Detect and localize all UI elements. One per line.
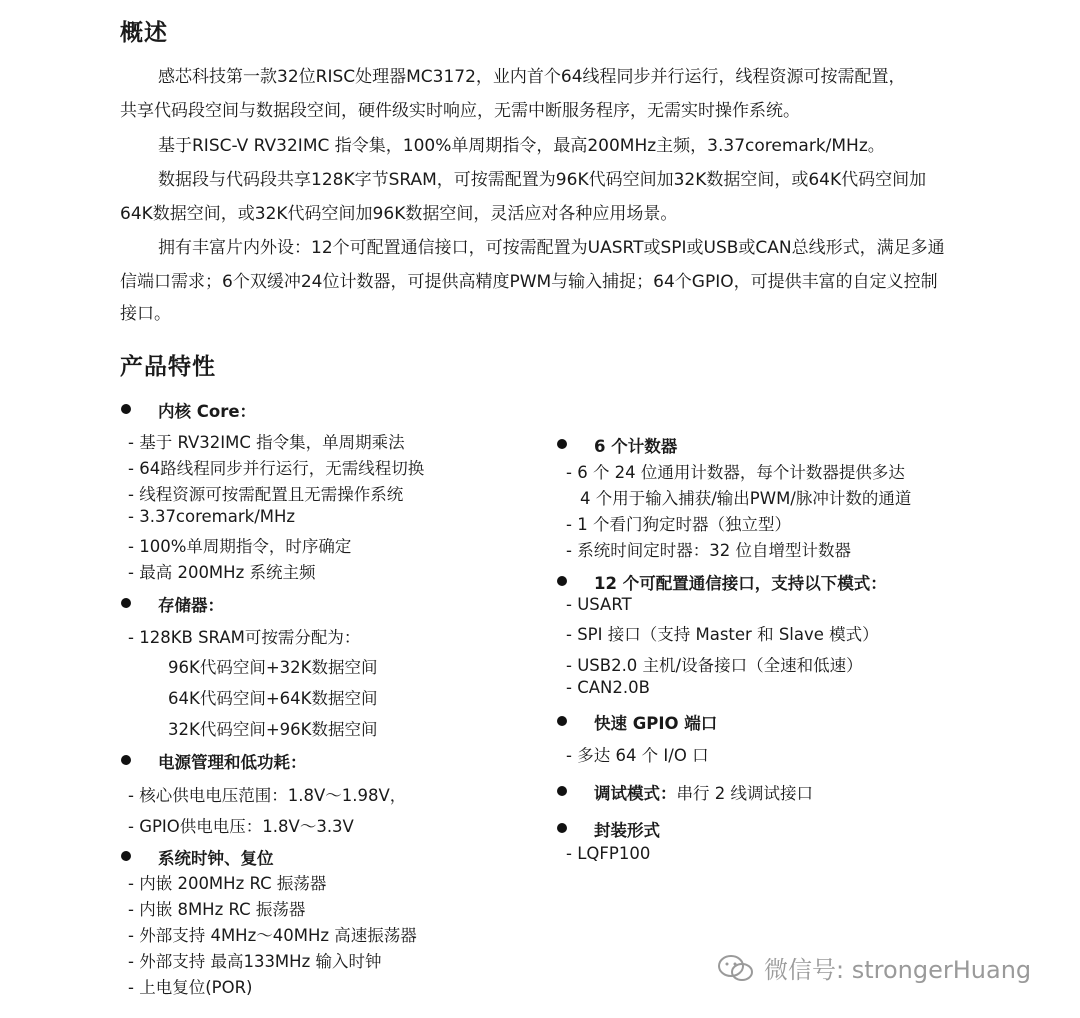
overview-line: 接口。 (120, 304, 171, 324)
list-item: - 内嵌 200MHz RC 振荡器 (128, 874, 327, 893)
list-item: - 内嵌 8MHz RC 振荡器 (128, 900, 306, 919)
list-item: - USB2.0 主机/设备接口（全速和低速） (566, 656, 863, 675)
section-title: 快速 GPIO 端口 (594, 714, 718, 733)
bullet-icon (557, 786, 567, 796)
list-item: - 外部支持 最高133MHz 输入时钟 (128, 952, 382, 971)
overview-line: 信端口需求；6个双缓冲24位计数器，可提供高精度PWM与输入捕捉；64个GPIO，可提供丰富的自定义控制 (120, 272, 938, 292)
overview-line: 拥有丰富片内外设：12个可配置通信接口，可按需配置为UASRT或SPI或USB或CAN总线形式，满足多通 (158, 238, 945, 258)
section-title: 6 个计数器 (594, 437, 678, 456)
list-item: - 线程资源可按需配置且无需操作系统 (128, 485, 404, 504)
list-item: - 6 个 24 位通用计数器，每个计数器提供多达 (566, 463, 905, 482)
list-item: - SPI 接口（支持 Master 和 Slave 模式） (566, 625, 879, 644)
features-heading: 产品特性 (120, 354, 216, 380)
overview-line: 数据段与代码段共享128K字节SRAM，可按需配置为96K代码空间加32K数据空间，或64K代码空间加 (158, 170, 927, 190)
list-item: 96K代码空间+32K数据空间 (168, 658, 378, 677)
list-item: - 128KB SRAM可按需分配为： (128, 628, 361, 647)
list-item: - GPIO供电电压：1.8V～3.3V (128, 817, 354, 836)
list-item: 64K代码空间+64K数据空间 (168, 689, 378, 708)
section-title: 12 个可配置通信接口，支持以下模式： (594, 574, 887, 593)
list-item: - 外部支持 4MHz～40MHz 高速振荡器 (128, 926, 417, 945)
overview-line: 感芯科技第一款32位RISC处理器MC3172，业内首个64线程同步并行运行，线程资源可按需配置， (158, 67, 906, 87)
bullet-icon (121, 598, 131, 608)
bullet-icon (121, 755, 131, 765)
bullet-icon (557, 576, 567, 586)
section-title: 存储器： (158, 596, 224, 615)
overview-line: 64K数据空间，或32K代码空间加96K数据空间，灵活应对各种应用场景。 (120, 204, 678, 224)
overview-heading: 概述 (120, 20, 168, 46)
wechat-icon (716, 954, 756, 984)
section-value: 串行 2 线调试接口 (676, 784, 813, 803)
list-item: - 1 个看门狗定时器（独立型） (566, 515, 791, 534)
section-title: 封装形式 (594, 821, 660, 840)
section-title: 调试模式： (594, 784, 677, 803)
section-title: 系统时钟、复位 (158, 849, 274, 868)
section-title: 内核 Core： (158, 402, 257, 421)
list-item: - USART (566, 595, 632, 614)
list-item: - 上电复位(POR) (128, 978, 253, 997)
list-item: - 100%单周期指令，时序确定 (128, 537, 352, 556)
list-item: 32K代码空间+96K数据空间 (168, 720, 378, 739)
list-item: - LQFP100 (566, 844, 651, 863)
list-item: - CAN2.0B (566, 678, 650, 697)
list-item: - 64路线程同步并行运行，无需线程切换 (128, 459, 425, 478)
overview-line: 共享代码段空间与数据段空间，硬件级实时响应，无需中断服务程序，无需实时操作系统。 (120, 101, 800, 121)
list-item: - 多达 64 个 I/O 口 (566, 746, 709, 765)
list-item: 4 个用于输入捕获/输出PWM/脉冲计数的通道 (580, 489, 912, 508)
section-row (594, 780, 813, 804)
bullet-icon (557, 439, 567, 449)
list-item: - 系统时间定时器：32 位自增型计数器 (566, 541, 851, 560)
list-item: - 核心供电电压范围：1.8V～1.98V， (128, 786, 407, 805)
list-item: - 最高 200MHz 系统主频 (128, 563, 316, 582)
section-title: 电源管理和低功耗： (158, 753, 307, 772)
bullet-icon (121, 851, 131, 861)
overview-line: 基于RISC-V RV32IMC 指令集，100%单周期指令，最高200MHz主频，3.37coremark/MHz。 (158, 136, 885, 156)
list-item: - 3.37coremark/MHz (128, 507, 296, 526)
list-item: - 基于 RV32IMC 指令集，单周期乘法 (128, 433, 405, 452)
bullet-icon (557, 823, 567, 833)
bullet-icon (121, 404, 131, 414)
bullet-icon (557, 716, 567, 726)
watermark-text: 微信号: strongerHuang (764, 956, 1032, 984)
